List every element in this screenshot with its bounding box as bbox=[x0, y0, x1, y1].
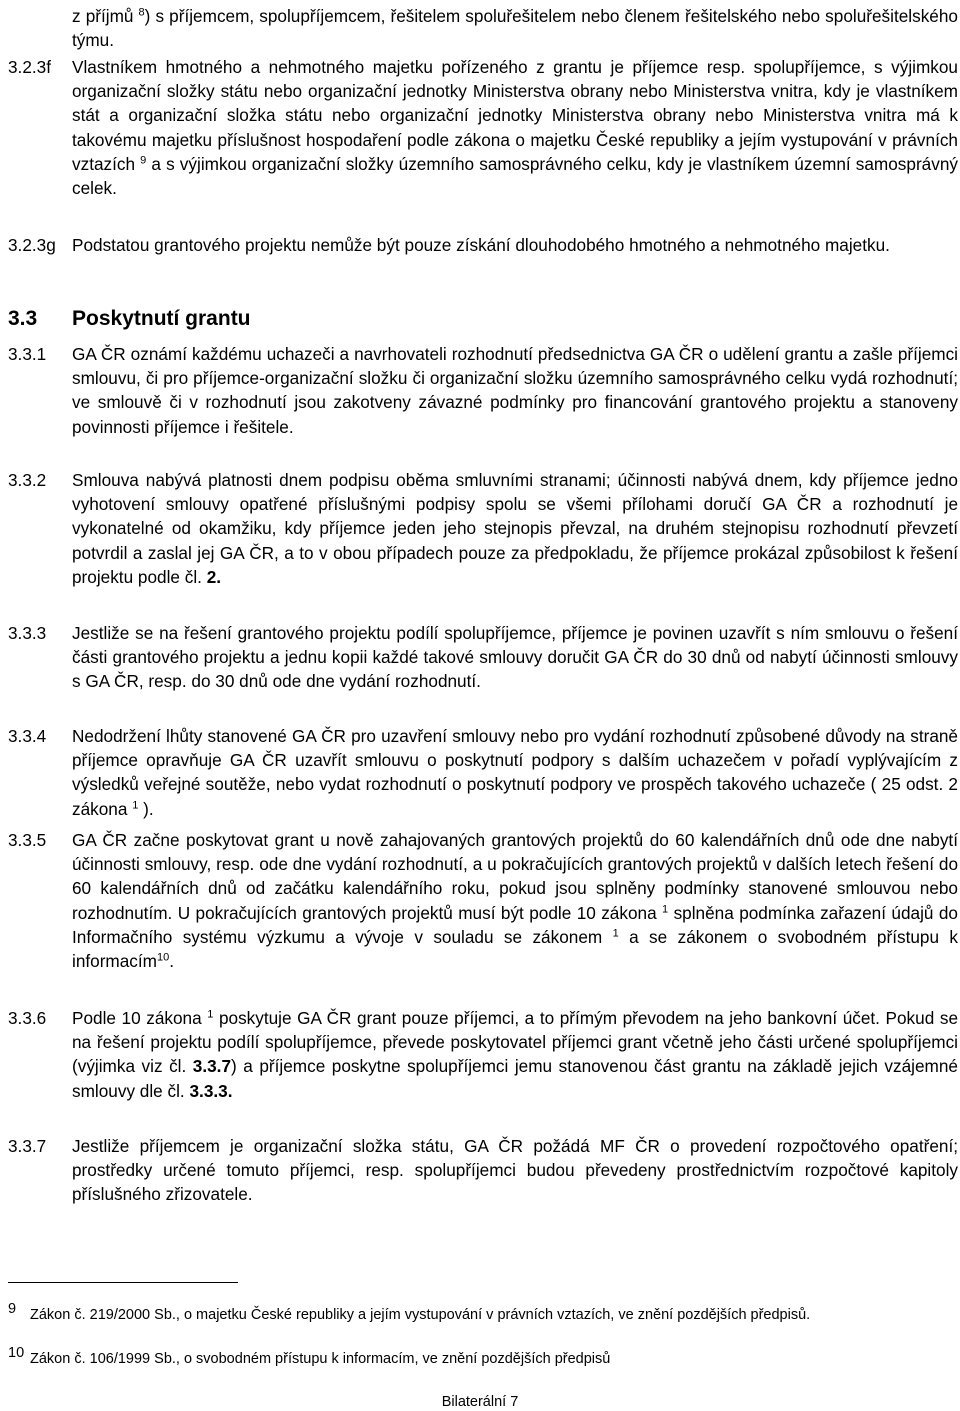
footnote-10: 10 Zákon č. 106/1999 Sb., o svobodném přístupu k informacím, ve znění pozdějších předpisů bbox=[8, 1345, 611, 1367]
paragraph-3-2-3g: 3.2.3g Podstatou grantového projektu nemůže být pouze získání dlouhodobého hmotného a nehmotného majetku. bbox=[8, 233, 958, 257]
paragraph-continuation: z příjmů $^8$) s příjemcem, spolupříjemcem, řešitelem spoluřešitelem nebo členem řešitelského nebo spoluřešitelského týmu. bbox=[72, 6, 958, 51]
paragraph-number: 3.3.4 bbox=[8, 726, 47, 746]
paragraph-3-3-3: 3.3.3 Jestliže se na řešení grantového projektu podílí spolupříjemce, příjemce je povinen uzavřít s ním smlouvu o řešení části grantového projektu a jednu kopii každé takové smlouvy doručit GA ČR do 30 dnů od nabytí účinnosti smlouvy s GA ČR, resp. do 30 dnů ode dne vydání rozhodnutí. bbox=[8, 623, 958, 692]
footnote-ref-1[interactable]: 1 bbox=[612, 927, 619, 940]
paragraph-3-3-5: 3.3.5 GA ČR začne poskytovat grant u nově zahajovaných grantových projektů do 60 kalendářních dnů ode dne nabytí účinnosti smlouvy, resp. ode dne vydání rozhodnutí, a u pokračujících grantových projektů v dalších letech řešení do 60 kalendářních dnů od začátku kalendářního roku, pokud jsou splněny podmínky stanovené smlouvou nebo rozhodnutím. U pokračujících grantových projektů musí být podle 10 zákona $^1$ splněna podmínka zařazení údajů do Informačního systému výzkumu a vývoje v souladu se zákonem $^1$ a se zákonem o svobodném přístupu k informacím$^{10}$. bbox=[8, 830, 959, 972]
footnote-ref-1[interactable]: 1 bbox=[132, 798, 139, 811]
footnote-separator bbox=[8, 1282, 238, 1283]
footnote-ref-8[interactable]: 8 bbox=[138, 6, 145, 19]
footnote-ref-9[interactable]: 9 bbox=[140, 154, 147, 167]
cross-reference: 2. bbox=[206, 566, 222, 587]
paragraph-3-3-4: 3.3.4 Nedodržení lhůty stanovené GA ČR pro uzavření smlouvy nebo pro vydání rozhodnutí způsobené důvody na straně příjemce opravňuje GA ČR uzavřít smlouvu o poskytnutí podpory s dalším uchazečem v pořadí vyplývajícím z výsledků veřejné soutěže, nebo vydat rozhodnutí o poskytnutí podpory ve prospěch takového uchazeče ( 25 odst. 2 zákona $^1$ ). bbox=[8, 726, 958, 819]
paragraph-number: 3.3.6 bbox=[8, 1008, 47, 1028]
footnote-ref-10[interactable]: 10 bbox=[157, 951, 170, 964]
paragraph-3-2-3f: 3.2.3f Vlastníkem hmotného a nehmotného majetku pořízeného z grantu je příjemce resp. spolupříjemce, s výjimkou organizační složky státu nebo organizační jednotky Ministerstva obrany nebo Ministerstva vnitra, kdy je vlastníkem stát a organizační složka státu nebo organizační jednotky Ministerstva obrany nebo Ministerstva vnitra má k takovému majetku příslušnost hospodaření podle zákona o majetku České republiky a jejím vystupování v právních vztazích $^9$ a s výjimkou organizační složky územního samosprávného celku, kdy je vlastníkem územní samosprávný celek. bbox=[8, 57, 958, 199]
cross-reference: 3.3.7 bbox=[192, 1056, 232, 1077]
paragraph-3-3-6: 3.3.6 Podle 10 zákona $^1$ poskytuje GA ČR grant pouze příjemci, a to přímým převodem na jeho bankovní účet. Pokud se na řešení projektu podílí spolupříjemce, převede poskytovatel příjemci grant včetně jeho části určené spolupříjemci (výjimka viz čl. 3.3.7) a příjemce poskytne spolupříjemci jemu stanovenou část grantu na základě jejich vzájemné smlouvy dle čl. 3.3.3. bbox=[8, 1008, 958, 1101]
cross-reference: 3.3.3. bbox=[189, 1080, 233, 1101]
footnote-ref-1[interactable]: 1 bbox=[207, 1008, 214, 1021]
paragraph-number: 3.3.5 bbox=[8, 830, 47, 850]
paragraph-sign-link[interactable]: 10 bbox=[576, 902, 596, 923]
footnote-9: 9 Zákon č. 219/2000 Sb., o majetku České republiky a jejím vystupování v právních vztazích, ve znění pozdějších předpisů. bbox=[8, 1301, 811, 1323]
paragraph-3-3-1: 3.3.1 GA ČR oznámí každému uchazeči a navrhovateli rozhodnutí předsednictva GA ČR o udělení grantu a zašle příjemci smlouvu, či pro příjemce-organizační složku či organizační složku územního samosprávného celku vydá rozhodnutí; ve smlouvě či v rozhodnutí jsou zakotveny závazné podmínky pro financování grantového projektu a stanoveny povinnosti příjemce i řešitele. bbox=[8, 344, 958, 437]
paragraph-number: 3.2.3f bbox=[8, 57, 52, 77]
footnote-ref-1[interactable]: 1 bbox=[662, 902, 669, 915]
paragraph-3-3-2: 3.3.2 Smlouva nabývá platnosti dnem podpisu oběma smluvními stranami; účinnosti nabývá dnem, kdy příjemce jedno vyhotovení smlouvy opatřené příslušnými podpisy spolu se všemi přílohami doručí GA ČR a rozhodnutí je vykonatelné od okamžiku, kdy příjemce jeden jeho stejnopis převzal, na druhém stejnopisu rozhodnutí převzetí potvrdil a zaslal jej GA ČR, a to v obou případech pouze za předpokladu, že příjemce prokázal způsobilost k řešení projektu podle čl. 2. bbox=[8, 470, 958, 587]
page-footer: Bilaterální 7 bbox=[441, 1394, 519, 1410]
paragraph-number: 3.3.1 bbox=[8, 344, 47, 364]
paragraph-number: 3.3.7 bbox=[8, 1136, 47, 1156]
section-heading: 3.3 Poskytnutí grantu bbox=[8, 307, 251, 330]
paragraph-3-3-7: 3.3.7 Jestliže příjemcem je organizační složka státu, GA ČR požádá MF ČR o provedení rozpočtového opatření; prostředky určené tomuto příjemci, resp. spolupříjemci budou převedeny prostřednictvím rozpočtové kapitoly příslušného zřizovatele. bbox=[8, 1136, 958, 1205]
paragraph-sign-link[interactable]: 10 bbox=[121, 1008, 141, 1028]
paragraph-number: 3.3.3 bbox=[8, 623, 47, 643]
paragraph-number: 3.2.3g bbox=[8, 235, 56, 255]
paragraph-sign-link[interactable]: 25 bbox=[876, 774, 901, 795]
paragraph-number: 3.3.2 bbox=[8, 470, 47, 490]
